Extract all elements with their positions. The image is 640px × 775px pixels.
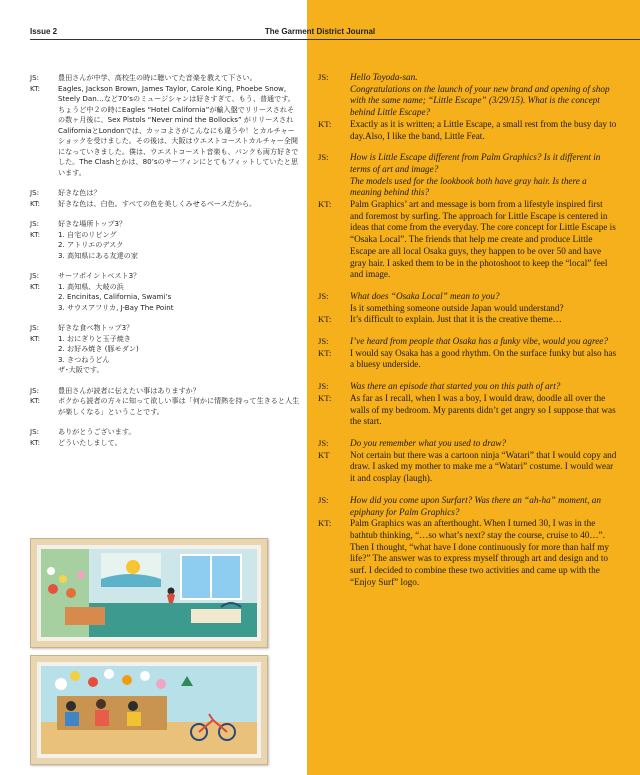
speaker-label: JS:	[30, 219, 39, 228]
framed-painting-surf-icon	[30, 538, 268, 648]
dialogue-main: It’s difficult to explain. Just that it is the creative theme…	[350, 314, 562, 325]
answer-line	[30, 386, 300, 397]
answer-line	[318, 199, 618, 281]
speaker-label: JS:	[318, 381, 329, 392]
dialogue-text	[58, 386, 300, 397]
speaker-label: JS:	[30, 73, 39, 82]
dialogue-main: 1. おにぎりと玉子焼き	[58, 333, 131, 343]
dialogue-main: どういたしまして。	[58, 437, 122, 447]
question-line	[318, 336, 618, 348]
dialogue-text	[350, 393, 618, 428]
dialogue-text	[58, 73, 300, 84]
speaker-label: JS:	[30, 427, 39, 436]
speaker-label	[318, 303, 350, 315]
qa-block	[30, 323, 300, 376]
dialogue-main: ボクから読者の方々に知って欲しい事は「何かに情熱を持って生きると人生が楽しくなる」ということです。	[58, 396, 300, 416]
dialogue-main: Exactly as it is written; a Little Escape, a small rest from the busy day to day.Also, I like the band, Little Feat.	[350, 118, 617, 141]
dialogue-main: Is it something someone outside Japan would understand?	[350, 302, 564, 313]
speaker-label: JS:	[30, 385, 39, 395]
answer-line	[30, 323, 300, 334]
speaker-label: JS:	[318, 290, 329, 301]
speaker-label: JS:	[30, 271, 39, 280]
qa-block	[30, 219, 300, 261]
qa-block	[318, 495, 618, 589]
header-divider	[30, 39, 640, 40]
dialogue-text	[350, 518, 618, 588]
list-item: 3. 高知県にある友達の家	[58, 250, 138, 260]
answer-line	[30, 427, 300, 438]
answer-line	[30, 396, 300, 417]
answer-line	[30, 73, 300, 84]
framed-painting-celebration-icon	[30, 655, 268, 765]
speaker-label: KT:	[30, 229, 41, 239]
question-line	[318, 438, 618, 450]
dialogue-main: As far as I recall, when I was a boy, I would draw, doodle all over the walls of my bedroom. My parents didn’t get angry so I suppose that was the start.	[350, 392, 616, 427]
speaker-label: JS:	[318, 152, 329, 163]
dialogue-main: 豊田さんが読者に伝えたい事はありますか？	[58, 385, 200, 395]
dialogue-text	[58, 427, 300, 438]
qa-block	[30, 386, 300, 418]
answer-line	[30, 271, 300, 282]
dialogue-main: Palm Graphics was an afterthought. When I turned 30, I was in the bathtub thinking, “…so what’s next? stay the course, cruise to 40…”. Then I thought, “what have I done continuously for more than half my life?” The answer was to express myself through art and design and to surf. I decided to combine these two activities and came up with the “Enjoy Surf” logo.	[350, 518, 609, 587]
issue-label: Issue 2	[30, 27, 58, 36]
dialogue-text	[58, 438, 300, 449]
list-item: 3. きつねうどん	[58, 354, 110, 364]
dialogue-text	[350, 381, 618, 393]
question-line	[318, 152, 618, 199]
answer-line	[30, 282, 300, 314]
list-item: 2. お好み焼き (豚モダン)	[58, 344, 139, 353]
speaker-label: JS:	[30, 323, 39, 332]
qa-block	[318, 72, 618, 142]
dialogue-main: 好きな場所トップ3？	[58, 219, 127, 228]
speaker-label: KT:	[30, 198, 41, 208]
qa-block	[30, 188, 300, 209]
question-line	[318, 291, 618, 303]
dialogue-text	[58, 219, 300, 230]
speaker-label: JS:	[318, 437, 329, 448]
answer-line	[30, 219, 300, 230]
speaker-label: KT:	[318, 118, 332, 129]
list-item: ザ･大阪です。	[58, 365, 104, 374]
question-line	[318, 72, 618, 119]
speaker-label: JS:	[318, 336, 329, 347]
dialogue-text	[58, 334, 300, 376]
dialogue-main: Palm Graphics’ art and message is born from a lifestyle inspired first and foremost by surfing. The approach for Little Escape is centered in ideas that come from the everyday. The core concept for Little Escape is “Osaka Local”. The friends that help me create and produce Little Escape are all local Osaka guys, they happen to be over 50 and have gray hair. I asked them to be in the photoshoot to keep the “local” feel and image.	[350, 199, 616, 280]
dialogue-main: 好きな色は、白色。すべての色を美しくみせるベースだから。	[58, 198, 257, 208]
dialogue-main: 1. 高知県、大岐の浜	[58, 281, 124, 291]
speaker-label: KT:	[30, 333, 41, 343]
speaker-label: JS:	[318, 72, 329, 82]
english-interview	[318, 72, 618, 598]
dialogue-text	[350, 314, 618, 326]
speaker-label: JS:	[318, 494, 329, 505]
dialogue-text	[350, 495, 618, 518]
answer-line	[30, 334, 300, 376]
dialogue-main: サーフポイントベスト3？	[58, 271, 141, 280]
speaker-label: KT	[318, 449, 330, 460]
dialogue-main: How is Little Escape different from Palm Graphics? Is it different in terms of art and image? The models used for the lookbook both have gray hair. Is there a meaning behind this?	[350, 152, 601, 198]
dialogue-text	[350, 438, 618, 450]
speaker-label: KT:	[318, 347, 332, 358]
question-line	[318, 495, 618, 518]
qa-block	[318, 336, 618, 371]
speaker-label: KT:	[318, 518, 332, 529]
dialogue-text	[350, 119, 618, 142]
dialogue-main: 好きな色は？	[58, 188, 101, 197]
dialogue-main: ありがとうございます。	[58, 427, 136, 436]
qa-block	[318, 438, 618, 485]
dialogue-main: Eagles, Jackson Brown, James Taylor, Carole King, Phoebe Snow, Steely Dan…など70’sのミュージシャンは好きすぎて、もう、普通です。ちょうど中２の時にEagles “Hotel California”が輸入盤でリリースされその数ヶ月後に、Sex Pistols “Never mind the Bollocks” がリリースされCaliforniaとLondonでは、カッコよさがこんなにも違うや！とカルチャーショックを受けました。その後は、大阪はウエストコーストカルチャー全開になっていきました。僕は、ウエストコースト音楽も、パンクも両方好きでした。The Clashとかは、80’sのサーフィンにとてもフィットしていたと思います。	[58, 83, 299, 177]
publication-title: The Garment District Journal	[264, 27, 376, 36]
dialogue-text	[58, 84, 300, 179]
speaker-label: KT:	[30, 437, 41, 447]
dialogue-main: Do you remember what you used to draw?	[350, 437, 507, 448]
qa-block	[30, 427, 300, 448]
answer-line	[318, 314, 618, 326]
dialogue-text	[350, 348, 618, 371]
dialogue-text	[58, 271, 300, 282]
list-item: 2. Encinitas, California, Swami’s	[58, 292, 172, 301]
dialogue-text	[58, 188, 300, 199]
answer-line	[318, 393, 618, 428]
dialogue-text	[350, 291, 618, 303]
dialogue-text	[350, 199, 618, 281]
speaker-label: KT:	[30, 83, 41, 93]
speaker-label: KT:	[318, 392, 332, 403]
dialogue-main: What does “Osaka Local” mean to you?	[350, 290, 500, 301]
qa-block	[318, 291, 618, 326]
answer-line	[30, 199, 300, 210]
answer-line	[30, 230, 300, 262]
japanese-interview	[30, 73, 300, 458]
qa-block	[30, 271, 300, 313]
answer-line	[318, 450, 618, 485]
dialogue-main: How did you come upon Surfart? Was there an “ah-ha” moment, an epiphany for Palm Graphics?	[350, 494, 601, 517]
dialogue-main: I’ve heard from people that Osaka has a funky vibe, would you agree?	[350, 336, 608, 347]
dialogue-text	[58, 396, 300, 417]
qa-block	[318, 381, 618, 428]
qa-block	[318, 152, 618, 281]
answer-line	[30, 84, 300, 179]
speaker-label: KT:	[30, 396, 41, 405]
dialogue-text	[58, 323, 300, 334]
answer-line	[318, 119, 618, 142]
dialogue-text	[350, 72, 618, 119]
dialogue-main: Hello Toyoda-san. Congratulations on the launch of your new brand and opening of shop with the same name; “Little Escape” (3/29/15). What is the concept behind Little Escape?	[350, 72, 610, 118]
dialogue-main: 豊田さんが中学、高校生の時に聴いてた音楽を教えて下さい。	[58, 73, 257, 82]
dialogue-text	[58, 230, 300, 262]
dialogue-text	[58, 199, 300, 210]
dialogue-text	[350, 336, 618, 348]
dialogue-text	[350, 152, 618, 199]
dialogue-main: Was there an episode that started you on this path of art?	[350, 381, 561, 392]
list-item: 2. アトリエのデスク	[58, 240, 124, 249]
dialogue-main: Not certain but there was a cartoon ninja “Watari” that I would copy and draw. I asked my mother to make me a “Watari” costume. I would wear it and cosplay (laugh).	[350, 449, 617, 484]
qa-block	[30, 73, 300, 178]
dialogue-text	[350, 303, 618, 315]
dialogue-text	[58, 282, 300, 314]
answer-line	[318, 518, 618, 588]
answer-line	[30, 438, 300, 449]
answer-line	[318, 348, 618, 371]
speaker-label: KT:	[30, 281, 41, 291]
dialogue-main: I would say Osaka has a good rhythm. On the surface funky but also has a bluesy underside.	[350, 347, 617, 370]
list-item: 3. サウスアフリカ, J-Bay The Point	[58, 302, 174, 312]
answer-line	[30, 188, 300, 199]
dialogue-main: 1. 自宅のリビング	[58, 229, 117, 239]
dialogue-main: 好きな食べ物トップ3？	[58, 323, 134, 332]
speaker-label: KT:	[318, 314, 332, 325]
speaker-label: JS:	[30, 188, 39, 197]
question-line	[318, 381, 618, 393]
answer-line	[318, 303, 618, 315]
speaker-label: KT:	[318, 199, 332, 210]
dialogue-text	[350, 450, 618, 485]
